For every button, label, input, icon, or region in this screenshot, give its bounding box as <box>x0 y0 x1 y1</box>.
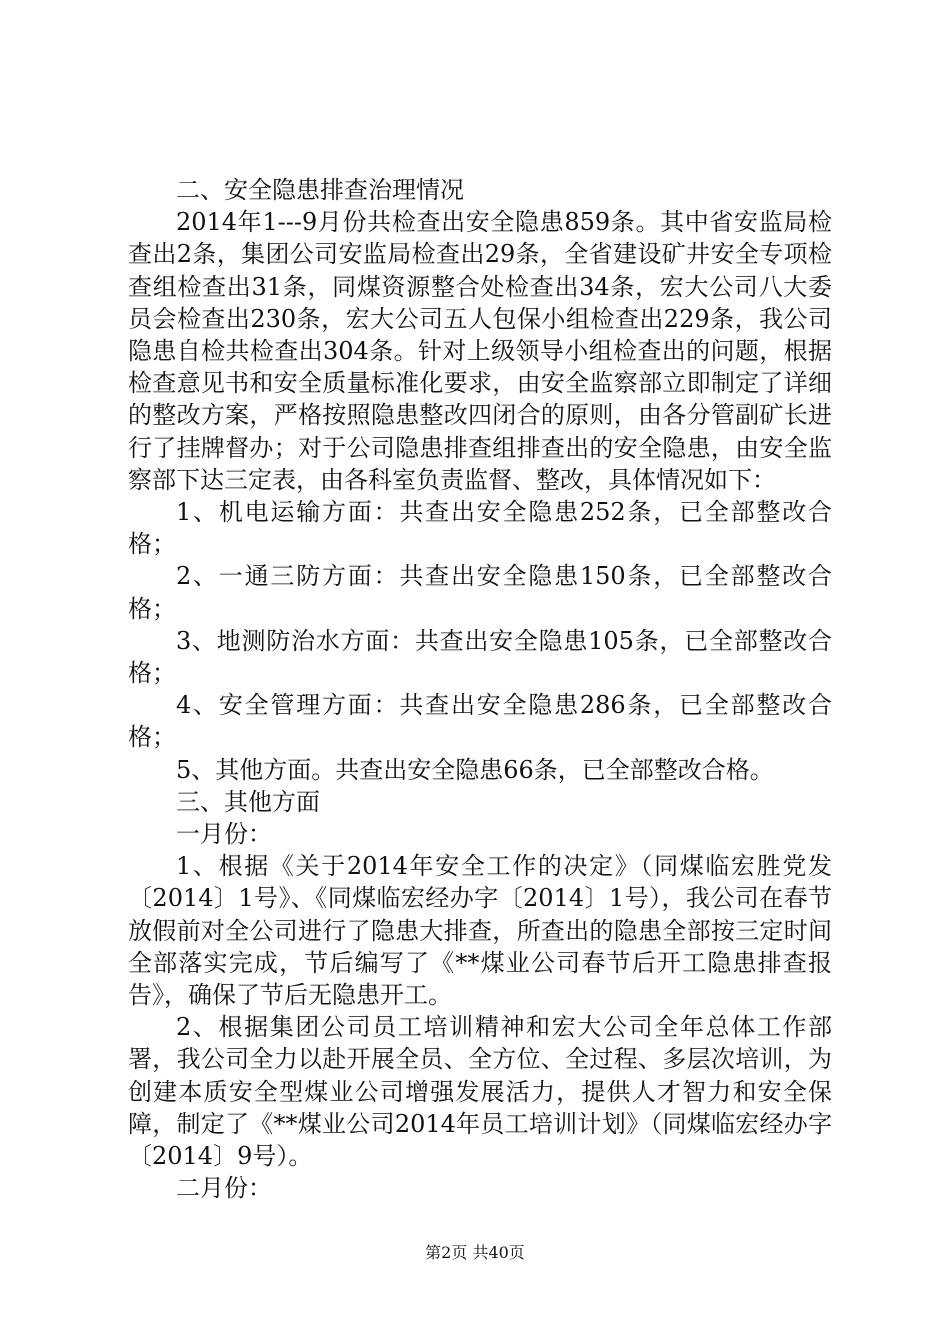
section-heading-hazard: 二、安全隐患排查治理情况 <box>176 176 464 204</box>
list-item-other: 5、其他方面。共查出安全隐患66条，已全部整改合格。 <box>176 755 774 784</box>
paragraph-january-item-2: 2、根据集团公司员工培训精神和宏大公司全年总体工作部署，我公司全力以赴开展全员、全方位、全过程、多层次培训，为创建本质安全型煤业公司增强发展活力，提供人才智力和安全保障，制定了《**煤业公司2014年员工培训计划》（同煤临宏经办字〔2014〕9号）。 <box>128 1013 832 1171</box>
section-heading-other: 三、其他方面 <box>176 787 320 816</box>
list-item-electromechanical: 1、机电运输方面：共查出安全隐患252条，已全部整改合格； <box>128 498 832 559</box>
list-item-ventilation: 2、一通三防方面：共查出安全隐患150条，已全部整改合格； <box>128 562 832 623</box>
paragraph-january-item-1: 1、根据《关于2014年安全工作的决定》（同煤临宏胜党发〔2014〕1号》、《同煤临宏经办字〔2014〕1号），我公司在春节放假前对全公司进行了隐患大排查，所查出的隐患全部按三定时间全部落实完成，节后编写了《**煤业公司春节后开工隐患排查报告》，确保了节后无隐患开工。 <box>128 852 832 1010</box>
document-body <box>128 174 832 1205</box>
paragraph-hazard-summary: 2014年1---9月份共检查出安全隐患859条。其中省安监局检查出2条，集团公司安监局检查出29条，全省建设矿井安全专项检查组检查出31条，同煤资源整合处检查出34条，宏大公司八大委员会检查出230条，宏大公司五人包保小组检查出229条，我公司隐患自检共检查出304条。针对上级领导小组检查出的问题，根据检查意见书和安全质量标准化要求，由安全监察部立即制定了详细的整改方案，严格按照隐患整改四闭合的原则，由各分管副矿长进行了挂牌督办；对于公司隐患排查组排查出的安全隐患，由安全监察部下达三定表，由各科室负责监督、整改，具体情况如下： <box>128 208 832 494</box>
list-item-safety-management: 4、安全管理方面：共查出安全隐患286条，已全部整改合格； <box>128 691 832 752</box>
month-heading-february: 二月份： <box>176 1174 272 1203</box>
list-item-geology-water: 3、地测防治水方面：共查出安全隐患105条，已全部整改合格； <box>128 626 832 688</box>
month-heading-january: 一月份： <box>176 820 272 849</box>
page-footer: 第2页 共40页 <box>425 1243 525 1262</box>
